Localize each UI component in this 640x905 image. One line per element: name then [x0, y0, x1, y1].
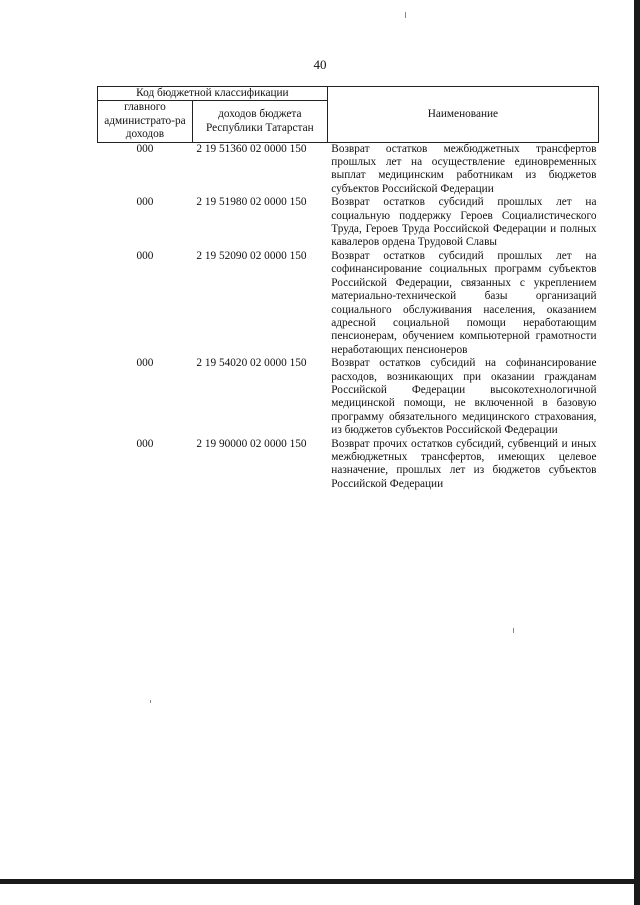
cell-code: 2 19 51360 02 0000 150	[196, 142, 307, 155]
table-row	[98, 142, 599, 196]
table-row	[98, 250, 599, 357]
scan-speck	[150, 700, 151, 703]
header-name: Наименование	[327, 87, 598, 143]
table-row	[98, 438, 599, 492]
cell-name: Возврат остатков субсидий прошлых лет на социальную поддержку Героев Социалистического Труда, Героев Труда Российской Федерации и полных кавалеров ордена Трудовой Славы	[331, 196, 597, 249]
cell-code: 2 19 51980 02 0000 150	[196, 196, 307, 209]
table-row	[98, 196, 599, 250]
header-row-group	[98, 87, 599, 101]
scan-edge-right	[634, 0, 640, 905]
header-income: доходов бюджета Республики Татарстан	[192, 101, 327, 142]
cell-name: Возврат прочих остатков субсидий, субвенций и иных межбюджетных трансфертов, имеющих целевое назначение, прошлых лет из бюджетов субъектов Российской Федерации	[331, 437, 597, 490]
header-budget-classification-code: Код бюджетной классификации	[98, 87, 328, 101]
cell-code: 2 19 52090 02 0000 150	[196, 249, 307, 262]
page-number: 40	[313, 57, 327, 72]
cell-admin: 000	[136, 142, 154, 155]
cell-name: Возврат остатков субсидий на софинансирование расходов, возникающих при оказании гражданам Российской Федерации высокотехнологичной медицинской помощи, не включенной в базовую программу обязательного медицинского страхования, из бюджетов субъектов Российской Федерации	[331, 357, 597, 437]
cell-admin: 000	[136, 357, 154, 370]
table-row	[98, 357, 599, 437]
scan-speck	[405, 12, 406, 18]
cell-admin: 000	[136, 249, 154, 262]
cell-admin: 000	[136, 196, 154, 209]
scan-speck	[513, 628, 514, 633]
cell-code: 2 19 90000 02 0000 150	[196, 437, 307, 450]
cell-admin: 000	[136, 437, 154, 450]
cell-name: Возврат остатков субсидий прошлых лет на софинансирование социальных программ субъектов Российской Федерации, связанных с укреплением материально-технической базы организаций социального обслуживания населения, оказанием адресной социальной помощи неработающим пенсионерам, обучением компьютерной грамотности неработающих пенсионеров	[331, 249, 597, 356]
scan-edge-bottom	[0, 879, 640, 884]
header-admin: главного администрато-ра доходов	[98, 101, 193, 142]
budget-classification-table	[97, 86, 599, 491]
cell-code: 2 19 54020 02 0000 150	[196, 357, 307, 370]
cell-name: Возврат остатков межбюджетных трансфертов прошлых лет на осуществление единовременных выплат медицинским работникам из бюджетов субъектов Российской Федерации	[331, 142, 597, 195]
